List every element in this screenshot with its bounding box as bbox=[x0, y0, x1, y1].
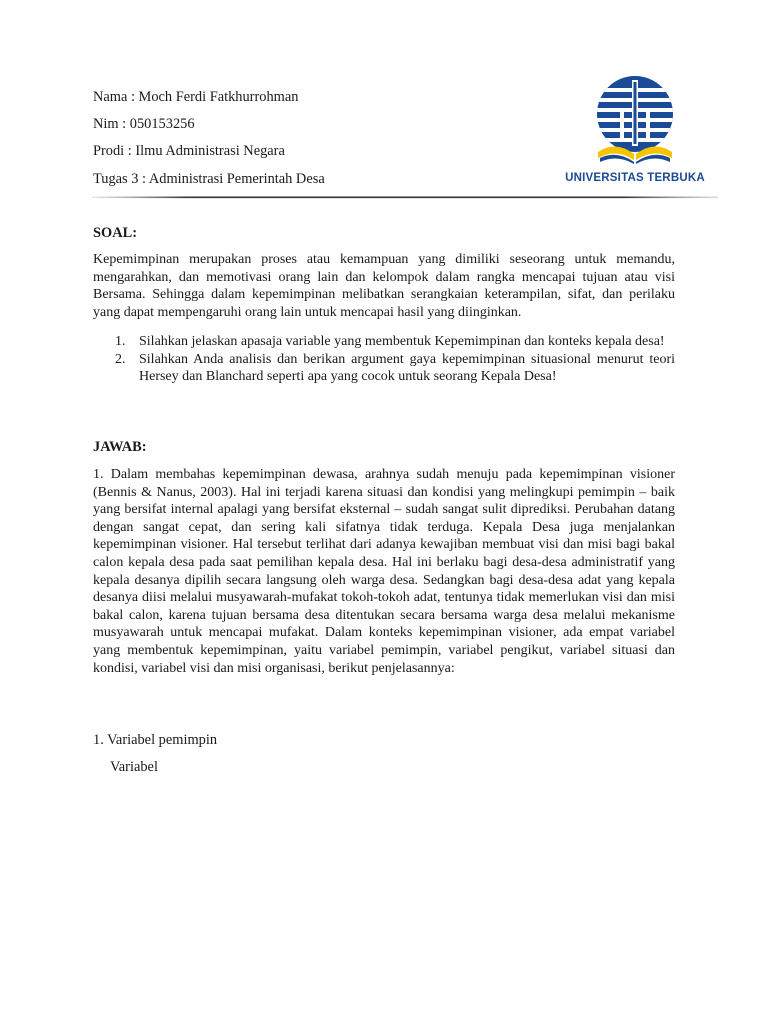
question-list bbox=[93, 333, 675, 386]
soal-heading: SOAL: bbox=[93, 225, 137, 241]
question-number: 1. bbox=[115, 334, 126, 349]
jawab-paragraph: 1. Dalam membahas kepemimpinan dewasa, arahnya sudah menuju pada kepemimpinan visioner (Bennis & Nanus, 2003). Hal ini terjadi karena situasi dan kondisi yang melingkupi pemimpin – baik yang bersifat internal apalagi yang bersifat eksternal – sudah sangat sulit diprediksi. Perubahan datang dengan sangat cepat, dan sering kali sifatnya tidak terduga. Kepala Desa juga menjalankan kepemimpinan visioner. Hal tersebut terlihat dari adanya kewajiban membuat visi dan misi bagi bakal calon kepala desa pada saat pemilihan kepala desa. Hal ini berlaku bagi desa-desa administratif yang kepala desanya dipilih secara langsung oleh warga desa. Sedangkan bagi desa-desa adat yang kepala desanya diisi melalui musyawarah-mufakat tokoh-tokoh adat, tentunya tidak memerlukan visi dan misi bakal calon, karena tujuan bersama desa ditentukan secara bersama warga desa melalui mekanisme musyawarah untuk mencapai mufakat. Dalam konteks kepemimpinan visioner, ada empat variabel yang membentuk kepemimpinan, yaitu variabel pemimpin, variabel pengikut, variabel situasi dan kondisi, variabel visi dan misi organisasi, berikut penjelasannya: bbox=[93, 467, 675, 676]
ut-emblem-icon bbox=[560, 74, 710, 172]
assignment-title: Tugas 3 : Administrasi Pemerintah Desa bbox=[93, 171, 325, 187]
universitas-terbuka-logo bbox=[560, 74, 710, 194]
variable-heading: 1. Variabel pemimpin bbox=[93, 732, 218, 748]
question-text: Silahkan Anda analisis dan berikan argument gaya kepemimpinan situasional menurut teori Hersey dan Blanchard seperti apa yang cocok untuk seorang Kepala Desa! bbox=[139, 351, 675, 385]
student-nim: Nim : 050153256 bbox=[93, 116, 195, 132]
student-name: Nama : Moch Ferdi Fatkhurrohman bbox=[93, 89, 299, 105]
variable-text: Variabel bbox=[110, 759, 158, 775]
question-item bbox=[93, 333, 675, 351]
logo-text: UNIVERSITAS TERBUKA bbox=[565, 172, 705, 184]
header-divider bbox=[92, 196, 718, 199]
question-number: 2. bbox=[115, 351, 126, 367]
question-item bbox=[93, 351, 675, 386]
study-program: Prodi : Ilmu Administrasi Negara bbox=[93, 143, 285, 159]
soal-intro: Kepemimpinan merupakan proses atau kemampuan yang dimiliki seseorang untuk memandu, mengarahkan, dan memotivasi orang lain dan kelompok dalam rangka mencapai tujuan atau visi Bersama. Sehingga dalam kepemimpinan melibatkan serangkaian keterampilan, sifat, dan perilaku yang dapat mempengaruhi orang lain untuk mencapai hasil yang diinginkan. bbox=[93, 252, 675, 320]
jawab-heading: JAWAB: bbox=[93, 439, 147, 455]
question-text: Silahkan jelaskan apasaja variable yang membentuk Kepemimpinan dan konteks kepala desa! bbox=[139, 334, 665, 349]
